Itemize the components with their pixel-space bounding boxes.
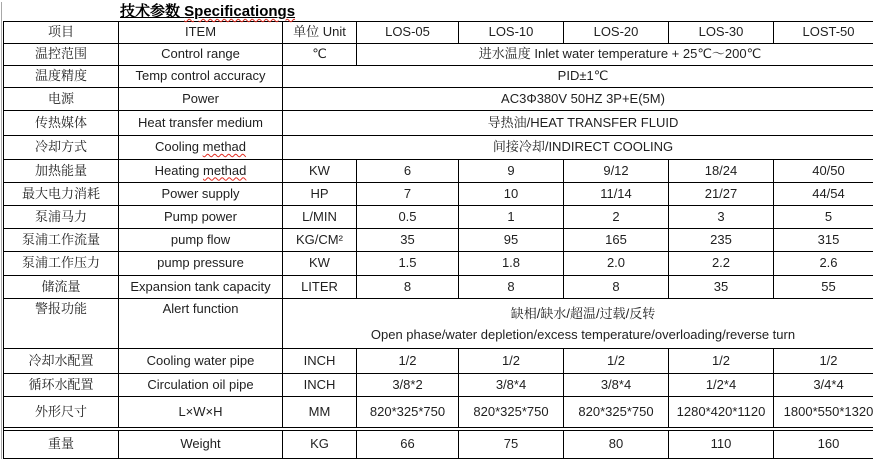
heating-capacity-cell-3: 6: [357, 160, 459, 183]
pump-flow-cell-2: KG/CM²: [283, 229, 357, 252]
dimensions-cell-0: 外形尺寸: [4, 397, 119, 428]
cooling-water-pipe-cell-2: INCH: [283, 349, 357, 374]
dimensions-cell-6: 1280*420*1120: [669, 397, 774, 428]
row-heat-medium: [4, 111, 873, 136]
pump-flow-cell-1: pump flow: [119, 229, 283, 252]
alert-function-cell-2: [283, 299, 873, 349]
tank-capacity-cell-4: 8: [459, 276, 564, 299]
pump-pressure-cell-6: 2.2: [669, 252, 774, 276]
header-cell-4: LOS-10: [459, 22, 564, 44]
pump-power-cell-3: 0.5: [357, 206, 459, 229]
cooling-water-pipe-cell-1: Cooling water pipe: [119, 349, 283, 374]
circulation-oil-pipe-cell-0: 循环水配置: [4, 374, 119, 397]
pump-power-cell-7: 5: [774, 206, 873, 229]
row-control-range: [4, 44, 873, 66]
cooling-water-pipe-cell-7: 1/2: [774, 349, 873, 374]
heat-medium-cell-0: 传热媒体: [4, 111, 119, 136]
pump-flow-cell-6: 235: [669, 229, 774, 252]
circulation-oil-pipe-cell-3: 3/8*2: [357, 374, 459, 397]
row-cooling-water-pipe: [4, 349, 873, 374]
pump-flow-cell-3: 35: [357, 229, 459, 252]
alert-function-line: Open phase/water depletion/excess temperature/overloading/reverse turn: [285, 324, 873, 345]
header-cell-2: 单位 Unit: [283, 22, 357, 44]
page-title-misspelled-word: Specificationgs: [184, 3, 295, 20]
row-heating-capacity: [4, 160, 873, 183]
spec-table-body: [4, 44, 873, 459]
row-dimensions: [4, 397, 873, 428]
pump-flow-cell-7: 315: [774, 229, 873, 252]
tank-capacity-cell-0: 储流量: [4, 276, 119, 299]
heating-capacity-cell-6: 18/24: [669, 160, 774, 183]
row-pump-pressure: [4, 252, 873, 276]
pump-pressure-cell-4: 1.8: [459, 252, 564, 276]
row-power: [4, 88, 873, 111]
power-cell-0: 电源: [4, 88, 119, 111]
power-cell-2: AC3Φ380V 50HZ 3P+E(5M): [283, 88, 873, 111]
temp-accuracy-cell-0: 温度精度: [4, 66, 119, 88]
weight-cell-5: 80: [564, 431, 669, 459]
weight-cell-0: 重量: [4, 431, 119, 459]
row-weight: [4, 431, 873, 459]
header-cell-3: LOS-05: [357, 22, 459, 44]
pump-pressure-cell-2: KW: [283, 252, 357, 276]
header-cell-5: LOS-20: [564, 22, 669, 44]
power-consumption-cell-4: 10: [459, 183, 564, 206]
cooling-method-cell-1: Cooling methad: [119, 136, 283, 160]
circulation-oil-pipe-cell-7: 3/4*4: [774, 374, 873, 397]
page-title-chinese: 技术参数: [120, 3, 184, 20]
circulation-oil-pipe-cell-5: 3/8*4: [564, 374, 669, 397]
row-pump-flow: [4, 229, 873, 252]
weight-cell-1: Weight: [119, 431, 283, 459]
dimensions-cell-3: 820*325*750: [357, 397, 459, 428]
alert-function-cell-0: 警报功能: [4, 299, 119, 349]
circulation-oil-pipe-cell-1: Circulation oil pipe: [119, 374, 283, 397]
header-cell-0: 项目: [4, 22, 119, 44]
row-cooling-method: [4, 136, 873, 160]
pump-power-cell-5: 2: [564, 206, 669, 229]
cooling-method-cell-2: 间接冷却/INDIRECT COOLING: [283, 136, 873, 160]
power-consumption-cell-5: 11/14: [564, 183, 669, 206]
tank-capacity-cell-3: 8: [357, 276, 459, 299]
cooling-water-pipe-cell-4: 1/2: [459, 349, 564, 374]
weight-cell-2: KG: [283, 431, 357, 459]
cooling-water-pipe-cell-3: 1/2: [357, 349, 459, 374]
header-cell-7: LOST-50: [774, 22, 873, 44]
weight-cell-7: 160: [774, 431, 873, 459]
tank-capacity-cell-1: Expansion tank capacity: [119, 276, 283, 299]
tank-capacity-cell-5: 8: [564, 276, 669, 299]
power-consumption-cell-7: 44/54: [774, 183, 873, 206]
dimensions-cell-2: MM: [283, 397, 357, 428]
pump-pressure-cell-0: 泵浦工作压力: [4, 252, 119, 276]
dimensions-cell-4: 820*325*750: [459, 397, 564, 428]
header-cell-1: ITEM: [119, 22, 283, 44]
pump-pressure-cell-3: 1.5: [357, 252, 459, 276]
spec-table: [3, 21, 873, 459]
weight-cell-6: 110: [669, 431, 774, 459]
pump-power-cell-1: Pump power: [119, 206, 283, 229]
dimensions-cell-1: L×W×H: [119, 397, 283, 428]
pump-power-cell-6: 3: [669, 206, 774, 229]
control-range-cell-0: 温控范围: [4, 44, 119, 66]
pump-power-cell-2: L/MIN: [283, 206, 357, 229]
dimensions-cell-5: 820*325*750: [564, 397, 669, 428]
dimensions-cell-7: 1800*550*1320: [774, 397, 873, 428]
pump-pressure-cell-7: 2.6: [774, 252, 873, 276]
row-alert-function: [4, 299, 873, 349]
tank-capacity-cell-2: LITER: [283, 276, 357, 299]
power-consumption-cell-6: 21/27: [669, 183, 774, 206]
heating-capacity-cell-2: KW: [283, 160, 357, 183]
pump-power-cell-0: 泵浦马力: [4, 206, 119, 229]
circulation-oil-pipe-cell-4: 3/8*4: [459, 374, 564, 397]
pump-flow-cell-5: 165: [564, 229, 669, 252]
misspelled-word: methad: [203, 163, 246, 178]
left-gridline: [1, 2, 2, 459]
row-header: [4, 22, 873, 44]
row-tank-capacity: [4, 276, 873, 299]
circulation-oil-pipe-cell-2: INCH: [283, 374, 357, 397]
weight-cell-3: 66: [357, 431, 459, 459]
row-temp-accuracy: [4, 66, 873, 88]
cooling-water-pipe-cell-6: 1/2: [669, 349, 774, 374]
cooling-water-pipe-cell-0: 冷却水配置: [4, 349, 119, 374]
pump-pressure-cell-5: 2.0: [564, 252, 669, 276]
header-cell-6: LOS-30: [669, 22, 774, 44]
heating-capacity-cell-4: 9: [459, 160, 564, 183]
pump-flow-cell-0: 泵浦工作流量: [4, 229, 119, 252]
page-title: [120, 2, 295, 21]
tank-capacity-cell-7: 55: [774, 276, 873, 299]
pump-flow-cell-4: 95: [459, 229, 564, 252]
cooling-method-cell-0: 冷却方式: [4, 136, 119, 160]
heat-medium-cell-1: Heat transfer medium: [119, 111, 283, 136]
temp-accuracy-cell-1: Temp control accuracy: [119, 66, 283, 88]
power-consumption-cell-0: 最大电力消耗: [4, 183, 119, 206]
control-range-cell-1: Control range: [119, 44, 283, 66]
alert-function-cell-1: Alert function: [119, 299, 283, 349]
cooling-water-pipe-cell-5: 1/2: [564, 349, 669, 374]
temp-accuracy-cell-2: PID±1℃: [283, 66, 873, 88]
pump-pressure-cell-1: pump pressure: [119, 252, 283, 276]
heat-medium-cell-2: 导热油/HEAT TRANSFER FLUID: [283, 111, 873, 136]
heating-capacity-cell-7: 40/50: [774, 160, 873, 183]
circulation-oil-pipe-cell-6: 1/2*4: [669, 374, 774, 397]
heating-capacity-cell-1: Heating methad: [119, 160, 283, 183]
power-cell-1: Power: [119, 88, 283, 111]
weight-cell-4: 75: [459, 431, 564, 459]
control-range-cell-3: 进水温度 Inlet water temperature + 25℃～200℃: [357, 44, 873, 66]
power-consumption-cell-3: 7: [357, 183, 459, 206]
pump-power-cell-4: 1: [459, 206, 564, 229]
heating-capacity-cell-0: 加热能量: [4, 160, 119, 183]
power-consumption-cell-1: Power supply: [119, 183, 283, 206]
alert-function-line: 缺相/缺水/超温/过载/反转: [285, 303, 873, 324]
power-consumption-cell-2: HP: [283, 183, 357, 206]
heating-capacity-cell-5: 9/12: [564, 160, 669, 183]
row-power-consumption: [4, 183, 873, 206]
misspelled-word: methad: [203, 139, 246, 154]
tank-capacity-cell-6: 35: [669, 276, 774, 299]
control-range-cell-2: ℃: [283, 44, 357, 66]
row-circulation-oil-pipe: [4, 374, 873, 397]
row-pump-power: [4, 206, 873, 229]
